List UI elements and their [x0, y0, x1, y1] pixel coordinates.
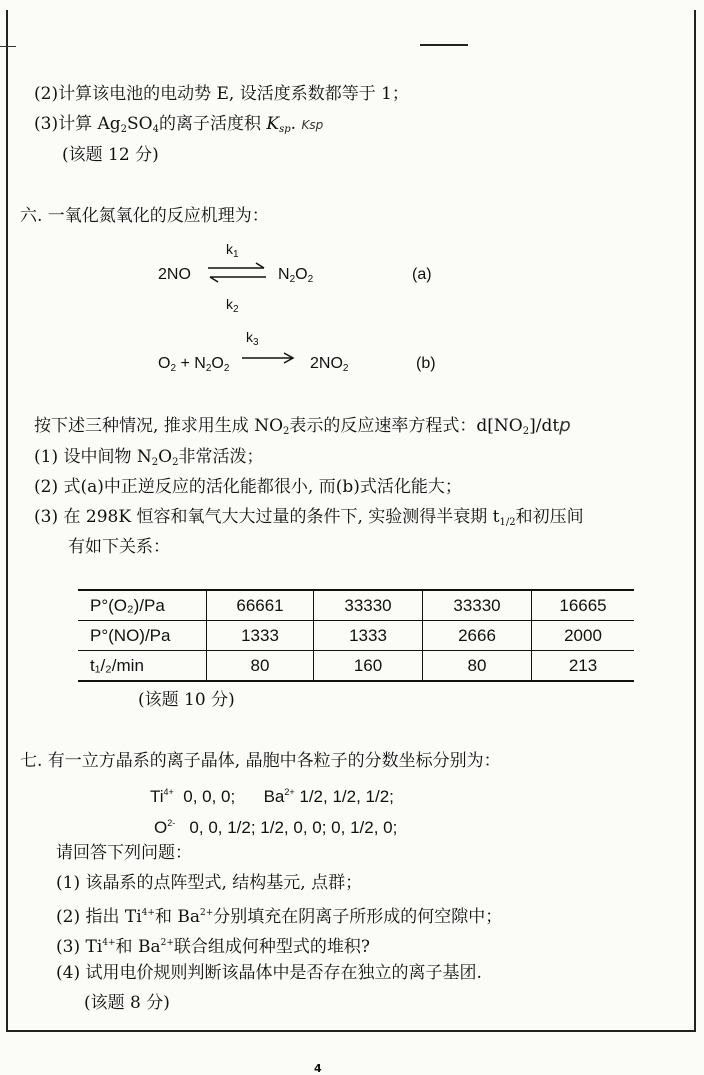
table-cell: 80 [207, 651, 314, 682]
q6-case1: (1) 设中间物 $N_2O_2$非常活泼； [34, 447, 264, 468]
q5-part2: (2)计算该电池的电动势 E, 设活度系数都等于 1； [34, 84, 409, 104]
table-cell: 213 [532, 651, 635, 682]
q6-title: 六. 一氧化氮氧化的反应机理为： [20, 206, 269, 226]
row-header: t₁/₂/min [78, 651, 207, 682]
eq-a-right: $N_2O_2$ [278, 266, 314, 285]
q7-ask: 请回答下列问题： [56, 843, 192, 863]
table-cell: 2000 [532, 621, 635, 651]
q7-part3: (3) $Ti^{4+}$和 $Ba^{2+}$联合组成何种型式的堆积? [56, 937, 370, 957]
q7-ti-ba-coords: $Ti^{4+}$ 0, 0, 0; $Ba^{2+}$ 1/2, 1/2, 1/2; [150, 787, 394, 806]
arrow-right-icon [240, 350, 296, 366]
margin-mark [0, 46, 16, 47]
q7-score: (该题 8 分) [84, 993, 170, 1013]
handwritten-mark: p [559, 415, 571, 436]
eq-b-label: (b) [416, 355, 436, 372]
q6-case3: (3) 在 298K 恒容和氧气大大过量的条件下, 实验测得半衰期 $t_{1/2}$和初压间 [34, 507, 584, 528]
eq-a-label: (a) [412, 266, 432, 283]
table-cell: 16665 [532, 590, 635, 621]
table-cell: 66661 [207, 590, 314, 621]
q5-part3: (3)计算 $Ag_2SO_4$的离子活度积 $K_{sp}$. Ksp [34, 114, 324, 135]
q7-title: 七. 有一立方晶系的离子晶体, 晶胞中各粒子的分数坐标分别为： [20, 751, 501, 771]
table-row [78, 651, 634, 682]
data-table [78, 589, 634, 682]
q5-score: (该题 12 分) [62, 145, 159, 165]
table-row [78, 621, 634, 651]
q6-case3-cont: 有如下关系： [68, 537, 170, 557]
table-row [78, 590, 634, 621]
table-cell: 80 [423, 651, 532, 682]
page-number: 4 [314, 1062, 322, 1075]
eq-a-k1: $k_1$ [226, 241, 239, 260]
eq-b-right: $2NO_2$ [310, 355, 349, 374]
table-cell: 33330 [314, 590, 423, 621]
row-header: P°(NO)/Pa [78, 621, 207, 651]
q7-part1: (1) 该晶系的点阵型式, 结构基元, 点群； [56, 873, 363, 893]
table-cell: 1333 [314, 621, 423, 651]
eq-a-left: 2NO [158, 266, 191, 283]
q6-case2: (2) 式(a)中正逆反应的活化能都很小, 而(b)式活化能大； [34, 477, 462, 497]
table-cell: 160 [314, 651, 423, 682]
top-rule [420, 44, 468, 46]
q6-instruction: 按下述三种情况, 推求用生成 $NO_2$表示的反应速率方程式：$d[NO_2]$/dtp [34, 415, 571, 437]
q7-part2: (2) 指出 $Ti^{4+}$和 $Ba^{2+}$分别填充在阴离子所形成的何空隙中； [56, 907, 503, 927]
eq-a-k2: $k_2$ [226, 296, 239, 315]
q7-o-coords: $O^{2-}$ 0, 0, 1/2; 1/2, 0, 0; 0, 1/2, 0; [154, 818, 398, 837]
q7-part4: (4) 试用电价规则判断该晶体中是否存在独立的离子基团. [56, 963, 482, 983]
table-cell: 33330 [423, 590, 532, 621]
row-header: P°(O₂)/Pa [78, 590, 207, 621]
equilibrium-arrows-icon [206, 262, 268, 284]
table-cell: 2666 [423, 621, 532, 651]
handwritten-note: Ksp [301, 118, 324, 132]
q6-score: (该题 10 分) [138, 690, 235, 710]
eq-b-k3: $k_3$ [246, 329, 259, 348]
eq-b-left: $O_2 + N_2O_2$ [158, 355, 230, 374]
table-cell: 1333 [207, 621, 314, 651]
